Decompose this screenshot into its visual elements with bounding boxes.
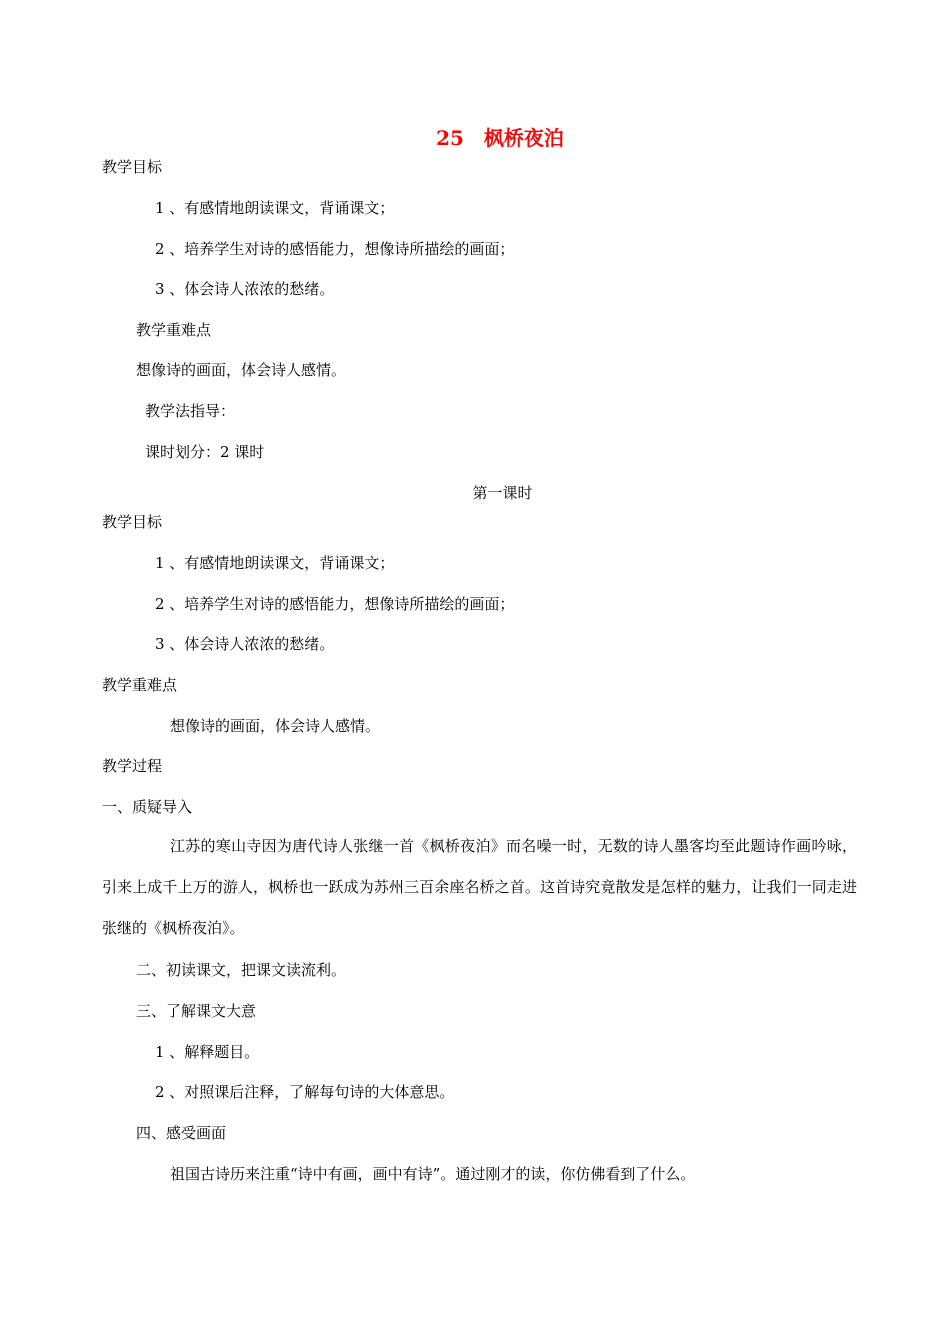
page-title: 25 枫桥夜泊 — [436, 126, 564, 150]
goal-item: 2 、培养学生对诗的感悟能力，想像诗所描绘的画面； — [155, 595, 515, 613]
step-text: 祖国古诗历来注重“诗中有画，画中有诗”。通过刚才的读，你仿佛看到了什么。 — [170, 1165, 696, 1183]
step-heading: 四、感受画面 — [136, 1124, 227, 1142]
goal-item: 3 、体会诗人浓浓的愁绪。 — [155, 280, 335, 298]
step-heading: 一、质疑导入 — [102, 798, 193, 816]
section-heading-difficulty: 教学重难点 — [136, 321, 212, 339]
step-heading: 二、初读课文，把课文读流利。 — [136, 961, 347, 979]
step-item: 1 、解释题目。 — [155, 1043, 260, 1061]
lesson-title: 第一课时 — [472, 484, 533, 502]
section-heading-goals: 教学目标 — [102, 158, 163, 176]
section-heading-process: 教学过程 — [102, 757, 163, 775]
difficulty-text: 想像诗的画面，体会诗人感情。 — [170, 717, 381, 735]
section-heading-difficulty: 教学重难点 — [102, 676, 178, 694]
step-heading: 三、了解课文大意 — [136, 1002, 257, 1020]
difficulty-text: 想像诗的画面，体会诗人感情。 — [136, 361, 347, 379]
hours-division: 课时划分：2 课时 — [145, 443, 265, 461]
step-item: 2 、对照课后注释，了解每句诗的大体意思。 — [155, 1083, 455, 1101]
goal-item: 2 、培养学生对诗的感悟能力，想像诗所描绘的画面； — [155, 240, 515, 258]
goal-item: 3 、体会诗人浓浓的愁绪。 — [155, 635, 335, 653]
method-guidance: 教学法指导： — [145, 402, 236, 420]
goal-item: 1 、有感情地朗读课文，背诵课文； — [155, 554, 395, 572]
intro-paragraph: 江苏的寒山寺因为唐代诗人张继一首《枫桥夜泊》而名噪一时，无数的诗人墨客均至此题诗作画吟咏，引来上成千上万的游人，枫桥也一跃成为苏州三百余座名桥之首。这首诗究竟散发是怎样的魅力，让我们一同走进张继的《枫桥夜泊》。 — [102, 837, 857, 937]
goal-item: 1 、有感情地朗读课文，背诵课文； — [155, 199, 395, 217]
section-heading-goals: 教学目标 — [102, 513, 163, 531]
